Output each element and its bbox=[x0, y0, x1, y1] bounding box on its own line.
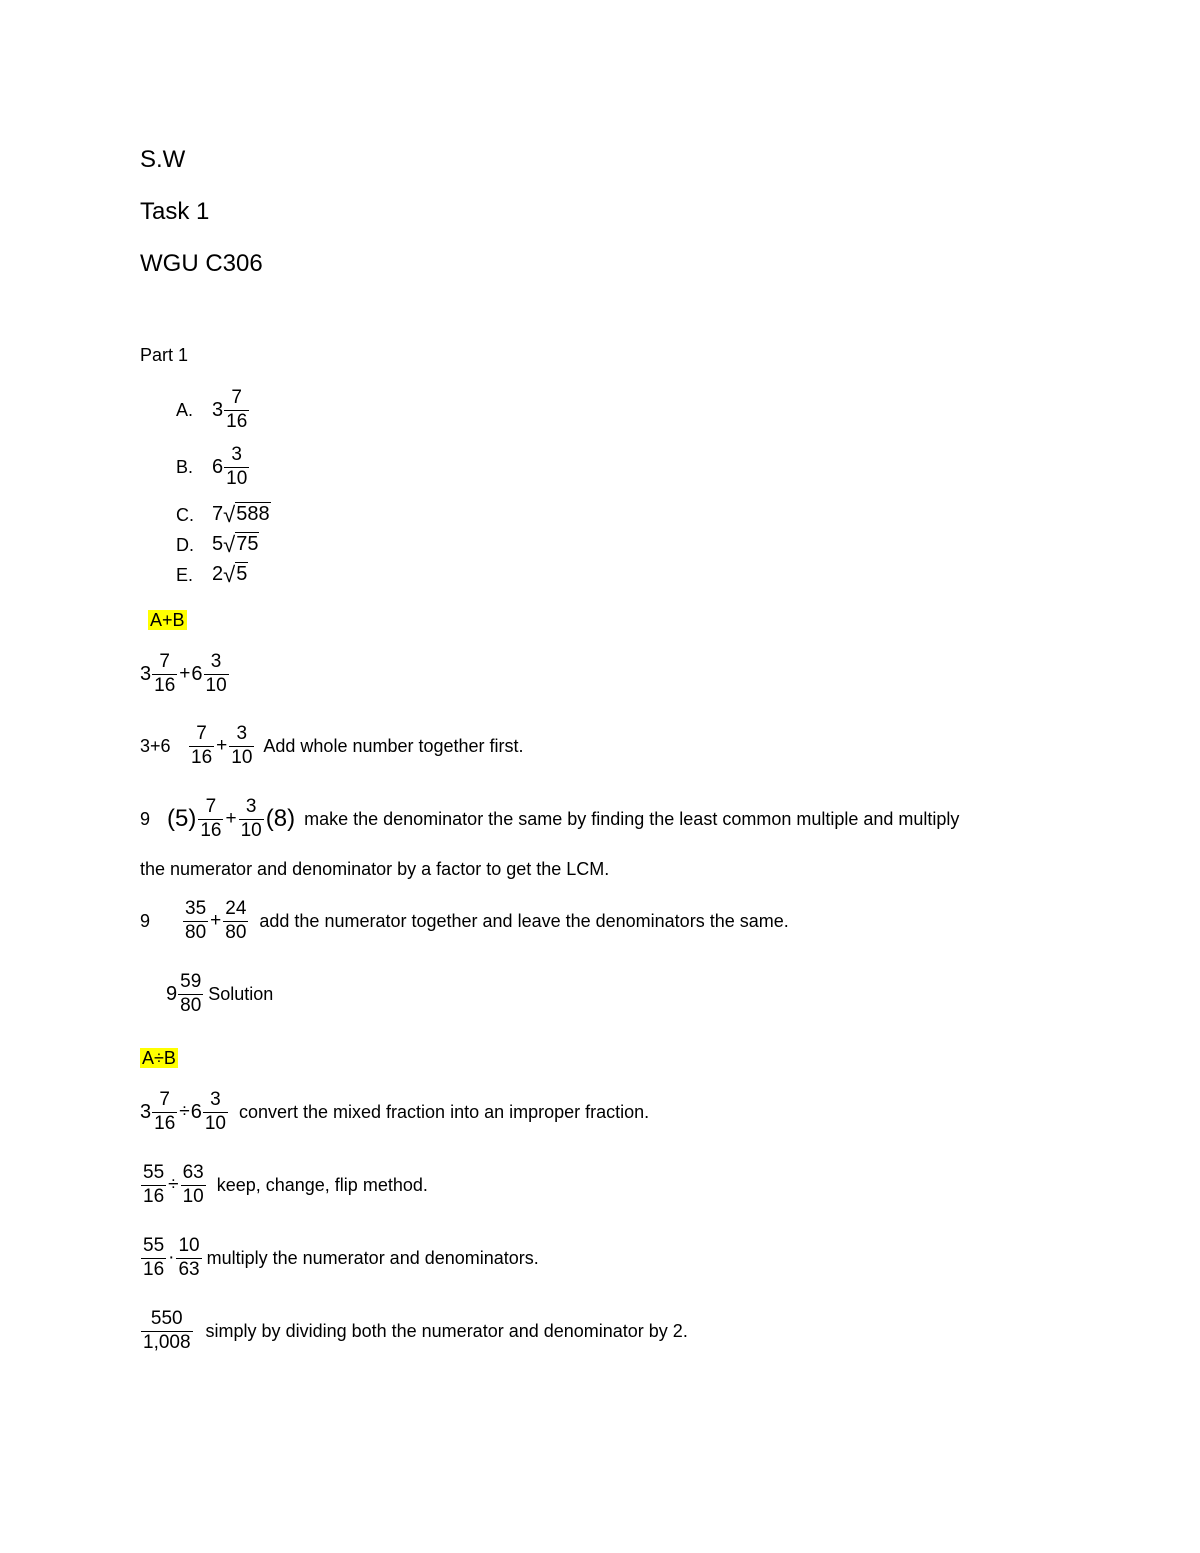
whole-sum: 3+6 bbox=[140, 735, 171, 756]
list-item-a bbox=[176, 388, 250, 432]
author-initials: S.W bbox=[140, 146, 186, 173]
radical-sign-icon: √ bbox=[223, 532, 236, 557]
numerator: 3 bbox=[231, 444, 242, 465]
whole-part: 6 bbox=[190, 1100, 202, 1123]
fraction-division bbox=[140, 1163, 207, 1207]
denominator: 10 bbox=[204, 1112, 226, 1134]
radical-sign-icon: √ bbox=[223, 502, 236, 527]
operator: + bbox=[225, 808, 237, 830]
addition-solution bbox=[166, 972, 273, 1016]
fraction bbox=[141, 1309, 193, 1353]
whole-part: 3 bbox=[140, 1100, 152, 1123]
radical-expression bbox=[212, 502, 271, 526]
denominator: 16 bbox=[191, 746, 213, 768]
fraction bbox=[176, 1236, 201, 1280]
denominator: 16 bbox=[226, 410, 248, 432]
fraction bbox=[183, 899, 208, 943]
list-item-e bbox=[176, 562, 248, 586]
fraction bbox=[152, 1090, 177, 1134]
coefficient: 5 bbox=[212, 533, 224, 555]
operator: ÷ bbox=[179, 1101, 190, 1123]
mixed-number bbox=[212, 445, 250, 489]
radicand: 75 bbox=[236, 533, 259, 555]
list-label: B. bbox=[176, 456, 194, 477]
highlighted-text: A+B bbox=[150, 610, 185, 630]
fraction bbox=[189, 724, 214, 768]
addition-heading bbox=[148, 610, 187, 631]
fraction-sum bbox=[182, 899, 249, 943]
denominator: 10 bbox=[205, 674, 227, 696]
fraction bbox=[224, 388, 249, 432]
denominator: 80 bbox=[225, 921, 247, 943]
fraction-product bbox=[140, 1236, 203, 1280]
addition-step-1 bbox=[140, 652, 230, 696]
numerator: 59 bbox=[180, 971, 202, 992]
fraction bbox=[152, 652, 177, 696]
denominator: 16 bbox=[143, 1258, 165, 1280]
fraction bbox=[239, 797, 264, 841]
denominator: 63 bbox=[178, 1258, 200, 1280]
operator: + bbox=[210, 910, 222, 932]
step-note: add the numerator together and leave the denominators the same. bbox=[259, 910, 789, 931]
fraction bbox=[223, 899, 248, 943]
numerator: 63 bbox=[182, 1162, 204, 1183]
denominator: 1,008 bbox=[143, 1331, 191, 1353]
division-step-4 bbox=[140, 1309, 688, 1353]
division-step-1 bbox=[140, 1090, 649, 1134]
list-item-b bbox=[176, 445, 250, 489]
solution-label: Solution bbox=[208, 983, 274, 1004]
list-item-c bbox=[176, 502, 271, 526]
step-note: keep, change, flip method. bbox=[216, 1174, 428, 1195]
numerator: 3 bbox=[210, 651, 222, 672]
fraction bbox=[141, 1163, 166, 1207]
operator: + bbox=[179, 663, 191, 685]
coefficient: 7 bbox=[212, 503, 224, 525]
part-heading: Part 1 bbox=[140, 345, 189, 365]
step-note: Add whole number together first. bbox=[263, 735, 524, 756]
numerator: 55 bbox=[143, 1235, 165, 1256]
addition-step-4 bbox=[140, 899, 789, 943]
whole-part: 9 bbox=[140, 910, 151, 931]
denominator: 16 bbox=[143, 1185, 165, 1207]
operator: · bbox=[168, 1247, 175, 1269]
factor: (8) bbox=[265, 805, 296, 833]
list-label: E. bbox=[176, 565, 194, 585]
whole-part: 9 bbox=[140, 808, 151, 829]
numerator: 7 bbox=[159, 1089, 170, 1110]
fraction bbox=[178, 972, 203, 1016]
numerator: 3 bbox=[210, 1089, 221, 1110]
course-code: WGU C306 bbox=[140, 250, 263, 277]
whole-part: 9 bbox=[166, 982, 178, 1005]
fraction bbox=[203, 1090, 228, 1134]
numerator: 3 bbox=[245, 796, 257, 817]
fraction-sum bbox=[188, 724, 255, 768]
scaled-fraction-sum bbox=[166, 797, 296, 841]
radicand: 5 bbox=[236, 563, 248, 585]
mixed-number bbox=[212, 388, 250, 432]
numerator: 10 bbox=[178, 1235, 200, 1256]
division-step-3 bbox=[140, 1236, 539, 1280]
numerator: 35 bbox=[185, 898, 207, 919]
denominator: 16 bbox=[200, 819, 222, 841]
numerator: 24 bbox=[225, 898, 247, 919]
denominator: 16 bbox=[154, 674, 176, 696]
task-title: Task 1 bbox=[140, 198, 210, 225]
division-step-2 bbox=[140, 1163, 428, 1207]
mixed-division bbox=[140, 1090, 229, 1134]
fraction bbox=[229, 724, 254, 768]
list-label: C. bbox=[176, 505, 194, 525]
step-note: simply by dividing both the numerator and denominator by 2. bbox=[205, 1320, 688, 1341]
radicand: 588 bbox=[236, 503, 270, 525]
fraction bbox=[181, 1163, 206, 1207]
list-label: D. bbox=[176, 535, 194, 555]
numerator: 3 bbox=[236, 723, 248, 744]
coefficient: 2 bbox=[212, 563, 224, 585]
denominator: 16 bbox=[154, 1112, 176, 1134]
denominator: 10 bbox=[240, 819, 262, 841]
operator: ÷ bbox=[168, 1174, 179, 1196]
division-heading bbox=[140, 1048, 178, 1069]
denominator: 10 bbox=[226, 467, 248, 489]
addition-step-2 bbox=[140, 724, 524, 768]
step-note: convert the mixed fraction into an improper fraction. bbox=[238, 1101, 650, 1122]
step-note: make the denominator the same by finding the least common multiple and multiply bbox=[304, 808, 960, 829]
addition-step-3 bbox=[140, 797, 959, 841]
result-fraction bbox=[140, 1309, 194, 1353]
numerator: 7 bbox=[231, 387, 242, 408]
radical-expression bbox=[212, 562, 248, 586]
numerator: 7 bbox=[159, 651, 170, 672]
step-note: multiply the numerator and denominators. bbox=[206, 1247, 539, 1268]
operator: + bbox=[216, 735, 228, 757]
mixed-number bbox=[166, 972, 204, 1016]
whole-part: 6 bbox=[212, 455, 224, 478]
highlighted-text: A÷B bbox=[142, 1048, 176, 1068]
denominator: 10 bbox=[182, 1185, 204, 1207]
list-item-d bbox=[176, 532, 259, 556]
denominator: 80 bbox=[180, 994, 202, 1016]
numerator: 55 bbox=[143, 1162, 165, 1183]
numerator: 7 bbox=[196, 723, 207, 744]
radical-sign-icon: √ bbox=[223, 562, 236, 587]
whole-part: 3 bbox=[212, 398, 224, 421]
whole-part: 6 bbox=[191, 662, 203, 685]
denominator: 10 bbox=[231, 746, 253, 768]
fraction bbox=[224, 445, 249, 489]
fraction bbox=[204, 652, 229, 696]
fraction bbox=[198, 797, 223, 841]
numerator: 7 bbox=[205, 796, 217, 817]
radical-expression bbox=[212, 532, 259, 556]
fraction bbox=[141, 1236, 166, 1280]
denominator: 80 bbox=[185, 921, 207, 943]
list-label: A. bbox=[176, 399, 194, 420]
step-note-continued: the numerator and denominator by a factor to get the LCM. bbox=[140, 859, 610, 879]
whole-part: 3 bbox=[140, 662, 152, 685]
factor: (5) bbox=[167, 805, 197, 833]
numerator: 550 bbox=[150, 1308, 183, 1329]
